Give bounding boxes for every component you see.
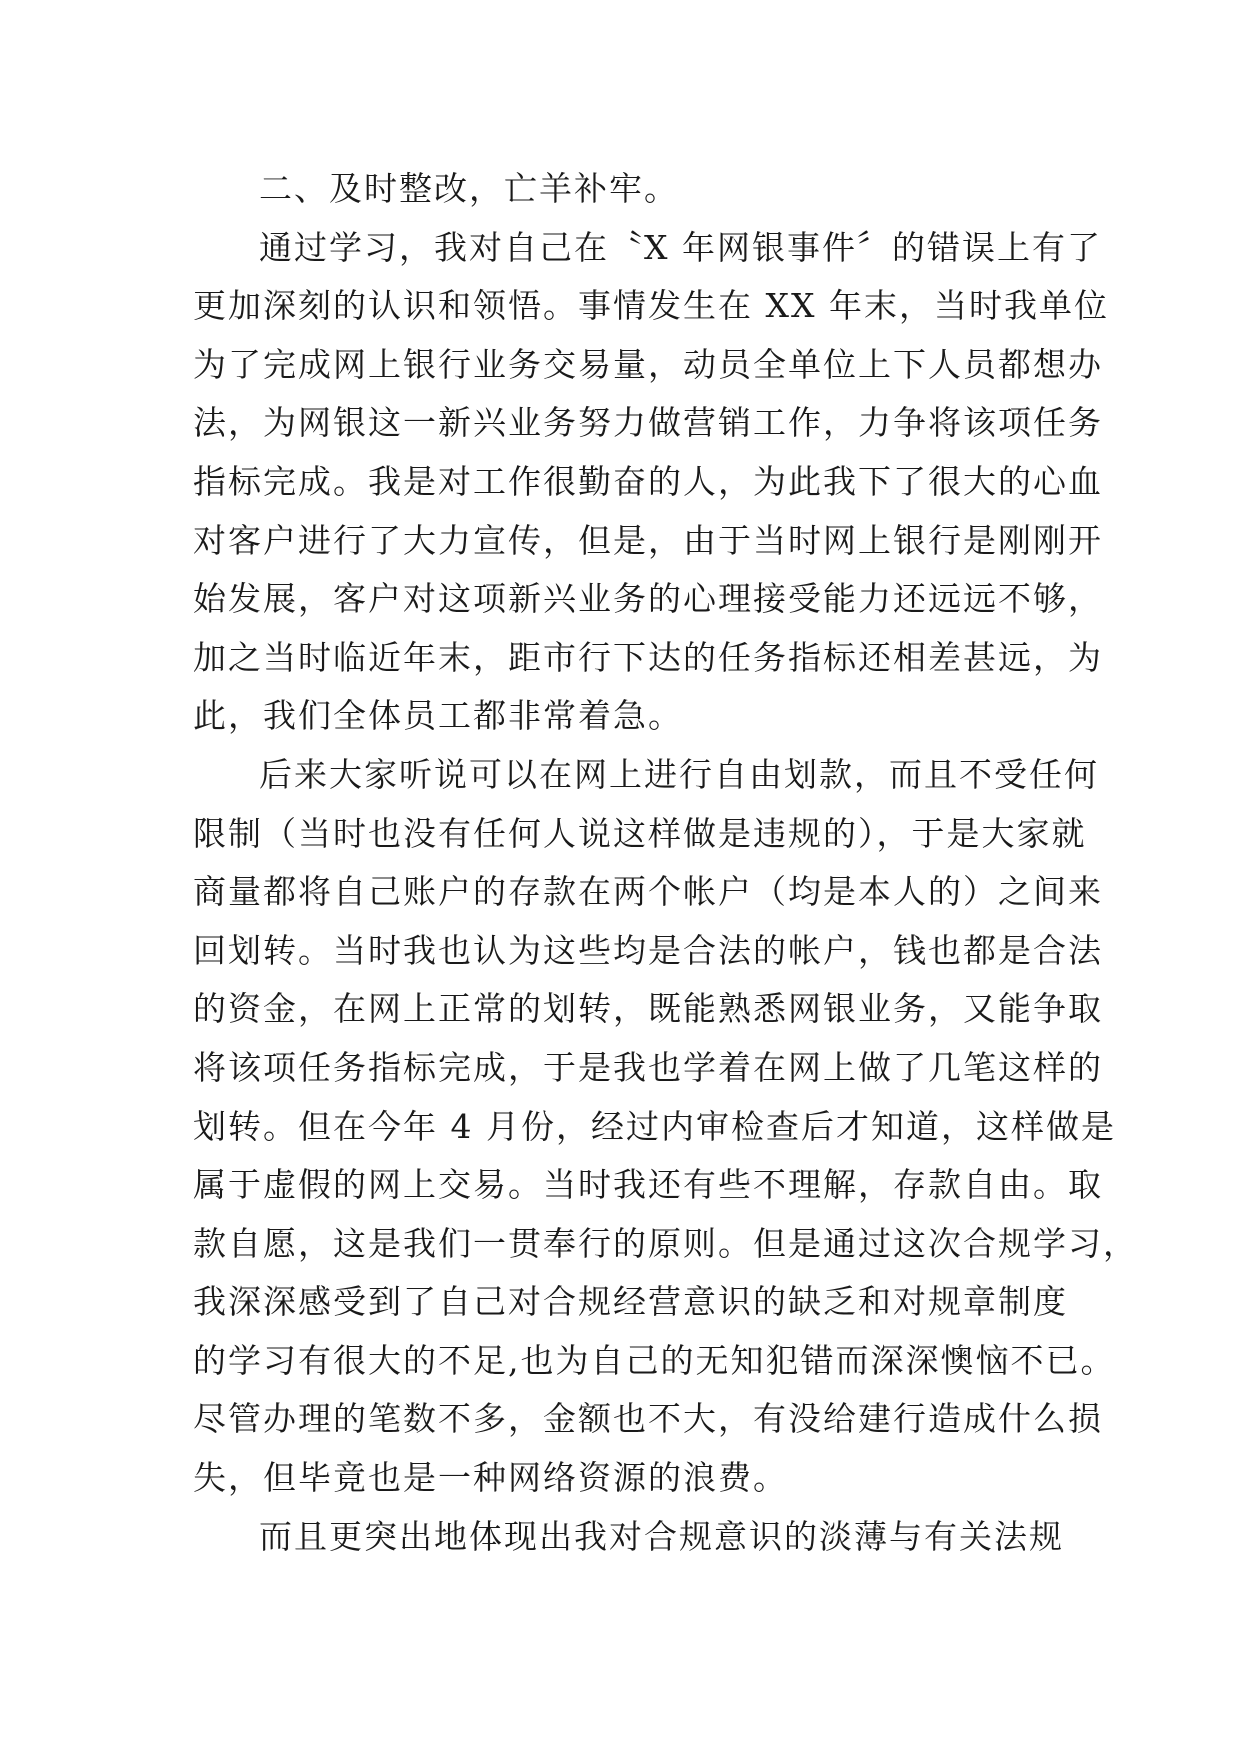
text-line: 指标完成。我是对工作很勤奋的人，为此我下了很大的心血 <box>193 461 1103 501</box>
text-line: 失，但毕竟也是一种网络资源的浪费。 <box>193 1458 788 1498</box>
text-line: 款自愿，这是我们一贯奉行的原则。但是通过这次合规学习， <box>193 1223 1138 1263</box>
text-line: 为了完成网上银行业务交易量，动员全单位上下人员都想办 <box>193 344 1103 384</box>
text-line: 尽管办理的笔数不多，金额也不大，有没给建行造成什么损 <box>193 1399 1103 1439</box>
text-line: 后来大家听说可以在网上进行自由划款，而且不受任何 <box>259 754 1099 794</box>
text-line: 更加深刻的认识和领悟。事情发生在 XX 年末，当时我单位 <box>193 286 1109 326</box>
text-line: 回划转。当时我也认为这些均是合法的帐户，钱也都是合法 <box>193 930 1103 970</box>
text-line: 划转。但在今年 4 月份，经过内审检查后才知道，这样做是 <box>193 1106 1116 1146</box>
text-line: 此，我们全体员工都非常着急。 <box>193 696 683 736</box>
text-line: 将该项任务指标完成，于是我也学着在网上做了几笔这样的 <box>193 1047 1103 1087</box>
text-line: 法，为网银这一新兴业务努力做营销工作，力争将该项任务 <box>193 403 1103 443</box>
text-line: 通过学习，我对自己在〝X 年网银事件〞的错误上有了 <box>259 227 1102 267</box>
text-line: 限制（当时也没有任何人说这样做是违规的），于是大家就 <box>193 813 1087 853</box>
text-line: 二、及时整改，亡羊补牢。 <box>259 169 679 208</box>
text-line: 我深深感受到了自己对合规经营意识的缺乏和对规章制度 <box>193 1282 1068 1322</box>
document-body <box>193 160 1138 1566</box>
text-line: 的学习有很大的不足,也为自己的无知犯错而深深懊恼不已。 <box>193 1340 1116 1380</box>
text-line: 商量都将自己账户的存款在两个帐户（均是本人的）之间来 <box>193 872 1103 912</box>
text-line: 加之当时临近年末，距市行下达的任务指标还相差甚远，为 <box>193 637 1103 677</box>
text-line: 而且更突出地体现出我对合规意识的淡薄与有关法规 <box>259 1516 1064 1556</box>
text-line: 的资金，在网上正常的划转，既能熟悉网银业务，又能争取 <box>193 989 1103 1029</box>
text-line: 始发展，客户对这项新兴业务的心理接受能力还远远不够， <box>193 579 1103 619</box>
text-line: 对客户进行了大力宣传，但是，由于当时网上银行是刚刚开 <box>193 520 1103 560</box>
text-line: 属于虚假的网上交易。当时我还有些不理解，存款自由。取 <box>193 1165 1103 1205</box>
